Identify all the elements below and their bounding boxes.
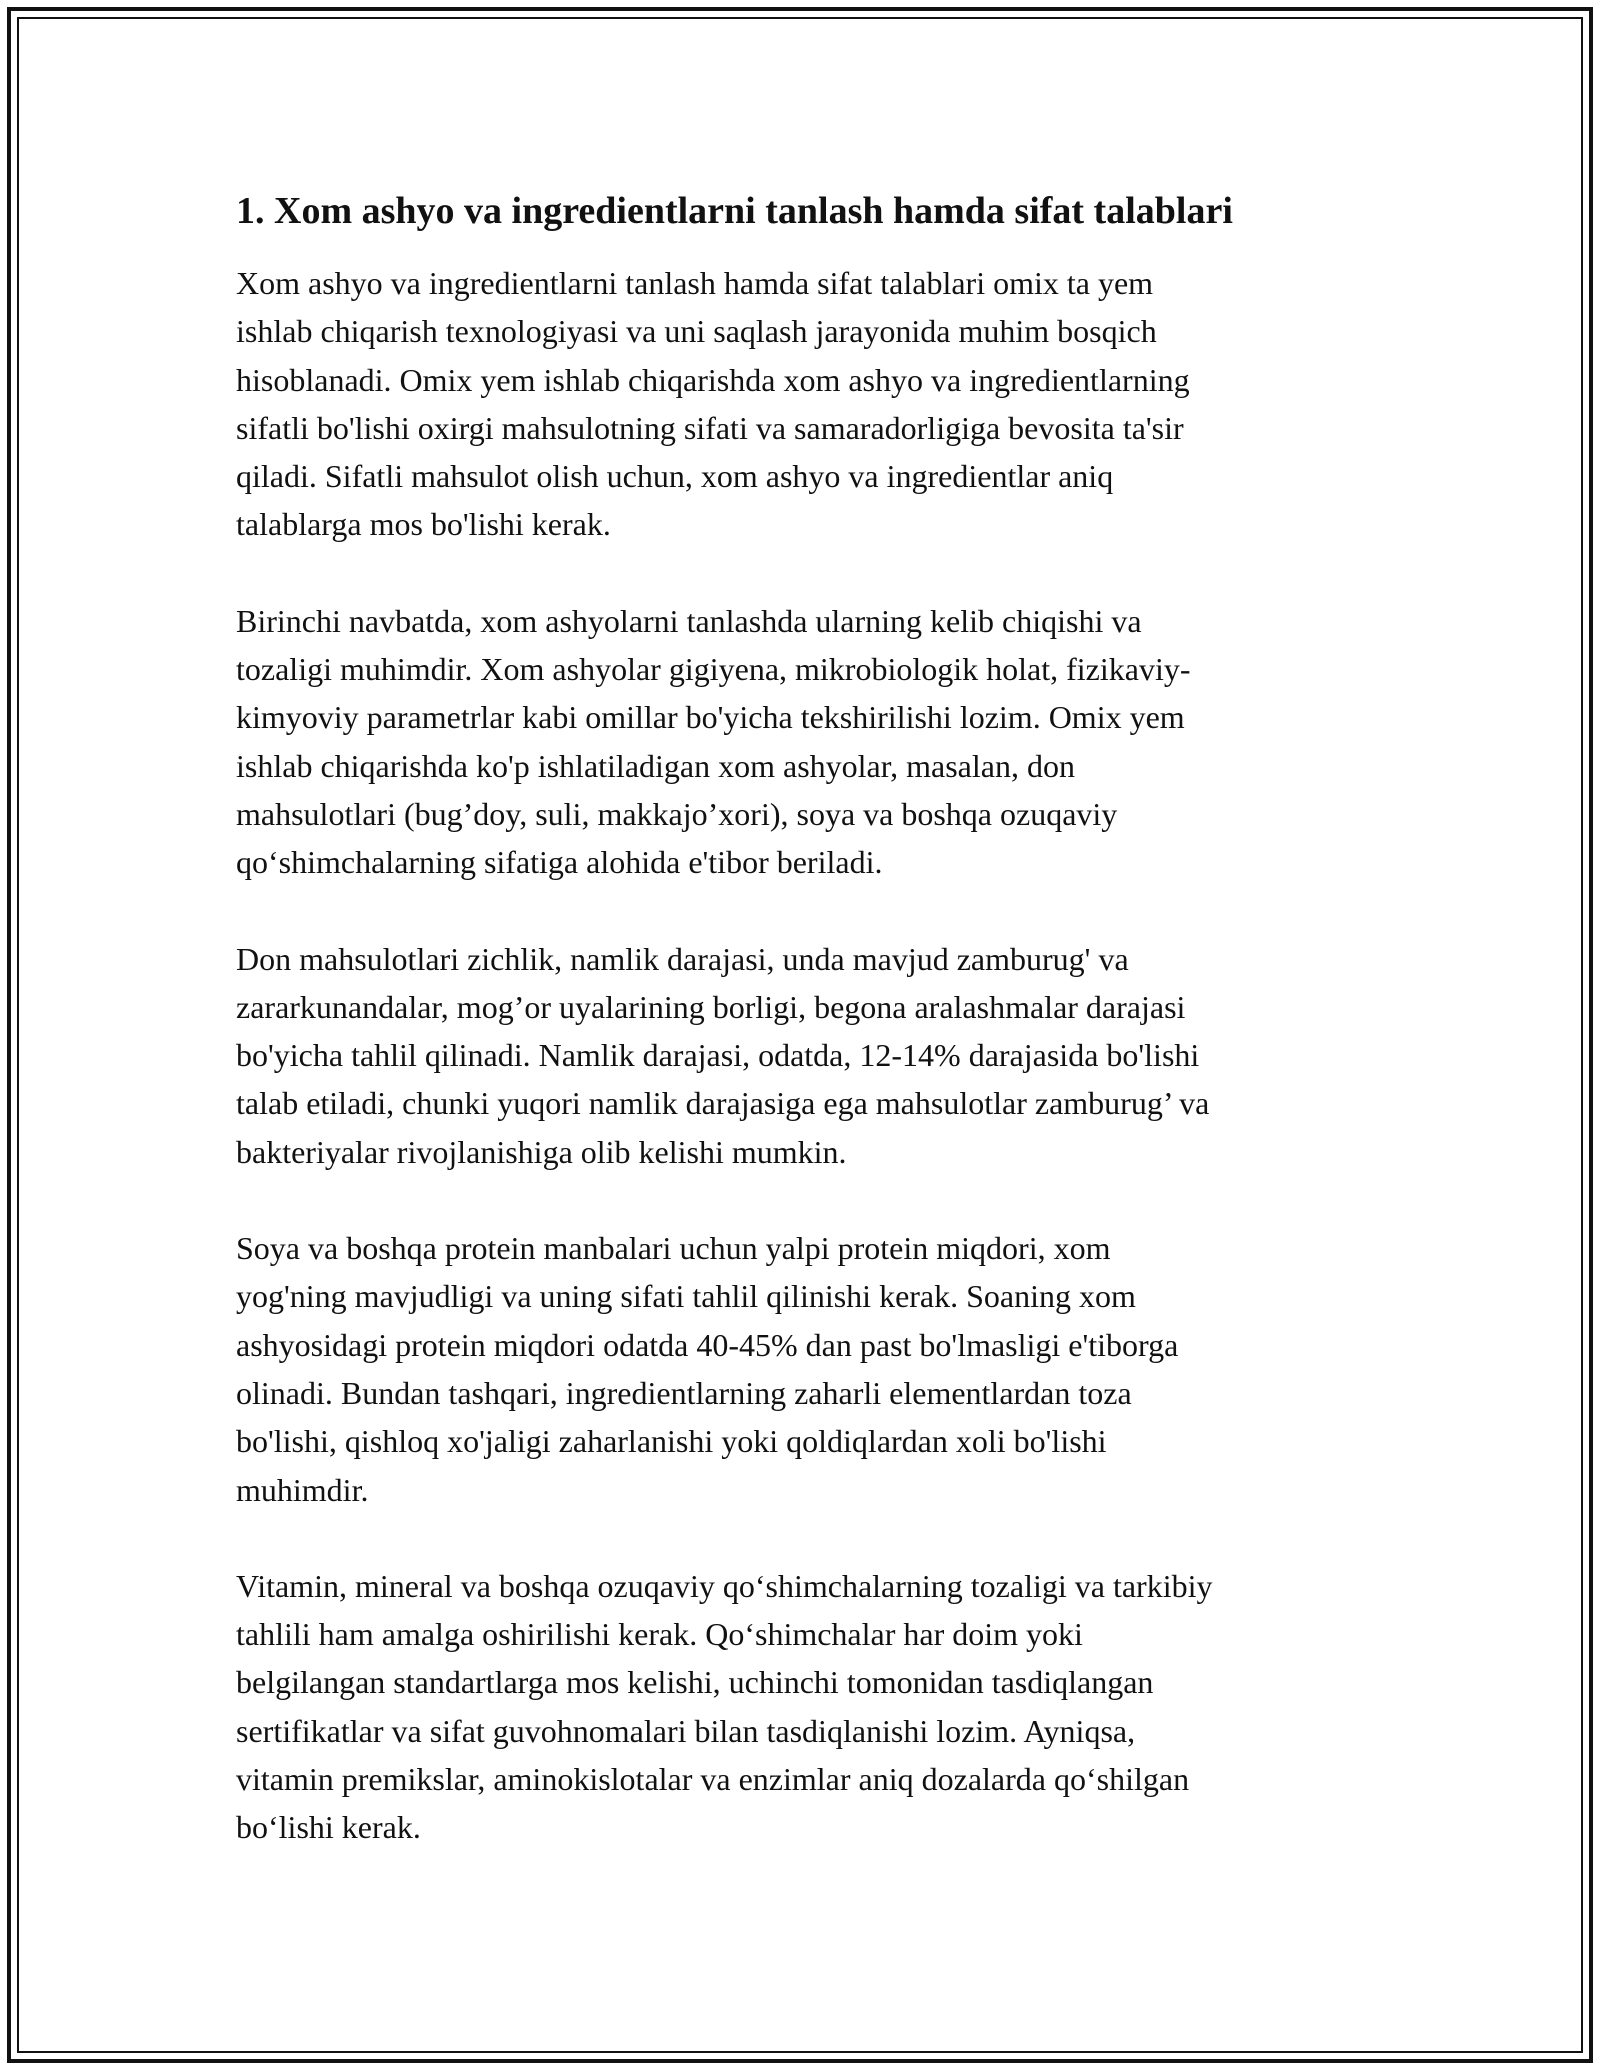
document-body [236,185,1371,1852]
text-line: qiladi. Sifatli mahsulot olish uchun, xom ashyo va ingredientlar aniq [236,458,1114,495]
paragraph-grain-products [236,935,1371,1176]
text-line: bo‘lishi kerak. [236,1809,421,1846]
text-line: bo'lishi, qishloq xo'jaligi zaharlanishi yoki qoldiqlardan xoli bo'lishi [236,1423,1107,1460]
text-line: mahsulotlari (bug’doy, suli, makkajo’xori), soya va boshqa ozuqaviy [236,795,1118,832]
text-line: kimyoviy parametrlar kabi omillar bo'yicha tekshirilishi lozim. Omix yem [236,699,1185,736]
text-line: talab etiladi, chunki yuqori namlik darajasiga ega mahsulotlar zamburug’ va [236,1085,1210,1122]
text-line: zararkunandalar, mog’or uyalarining borligi, begona aralashmalar darajasi [236,988,1186,1025]
text-line: talablarga mos bo'lishi kerak. [236,506,611,543]
text-line: yog'ning mavjudligi va uning sifati tahlil qilinishi kerak. Soaning xom [236,1278,1136,1315]
text-line: ishlab chiqarish texnologiyasi va uni saqlash jarayonida muhim bosqich [236,313,1157,350]
paragraph-intro [236,259,1371,549]
text-line: sertifikatlar va sifat guvohnomalari bilan tasdiqlanishi lozim. Ayniqsa, [236,1712,1136,1749]
text-line: ashyosidagi protein miqdori odatda 40-45% dan past bo'lmasligi e'tiborga [236,1326,1179,1363]
text-line: Vitamin, mineral va boshqa ozuqaviy qo‘shimchalarning tozaligi va tarkibiy [236,1567,1213,1604]
text-line: sifatli bo'lishi oxirgi mahsulotning sifati va samaradorligiga bevosita ta'sir [236,409,1184,446]
text-line: tozaligi muhimdir. Xom ashyolar gigiyena, mikrobiologik holat, fizikaviy- [236,651,1191,688]
paragraph-protein-sources [236,1224,1371,1514]
text-line: tahlili ham amalga oshirilishi kerak. Qo‘shimchalar har doim yoki [236,1616,1083,1653]
text-line: ishlab chiqarishda ko'p ishlatiladigan xom ashyolar, masalan, don [236,747,1075,784]
text-line: olinadi. Bundan tashqari, ingredientlarning zaharli elementlardan toza [236,1374,1132,1411]
text-line: belgilangan standartlarga mos kelishi, uchinchi tomonidan tasdiqlangan [236,1664,1154,1701]
text-line: Soya va boshqa protein manbalari uchun yalpi protein miqdori, xom [236,1230,1111,1267]
text-line: Don mahsulotlari zichlik, namlik darajasi, unda mavjud zamburug' va [236,940,1129,977]
text-line: muhimdir. [236,1471,369,1508]
text-line: Xom ashyo va ingredientlarni tanlash hamda sifat talablari omix ta yem [236,265,1154,301]
text-line: bakteriyalar rivojlanishiga olib kelishi mumkin. [236,1133,847,1170]
text-line: bo'yicha tahlil qilinadi. Namlik darajasi, odatda, 12-14% darajasida bo'lishi [236,1037,1200,1074]
text-line: qo‘shimchalarning sifatiga alohida e'tibor beriladi. [236,844,883,881]
text-line: Birinchi navbatda, xom ashyolarni tanlashda ularning kelib chiqishi va [236,602,1142,639]
paragraph-raw-material-origin [236,597,1371,887]
section-heading: 1. Xom ashyo va ingredientlarni tanlash hamda sifat talablari [236,190,1233,232]
text-line: vitamin premikslar, aminokislotalar va enzimlar aniq dozalarda qo‘shilgan [236,1761,1190,1798]
text-line: hisoblanadi. Omix yem ishlab chiqarishda xom ashyo va ingredientlarning [236,361,1190,398]
paragraph-supplements [236,1562,1371,1852]
